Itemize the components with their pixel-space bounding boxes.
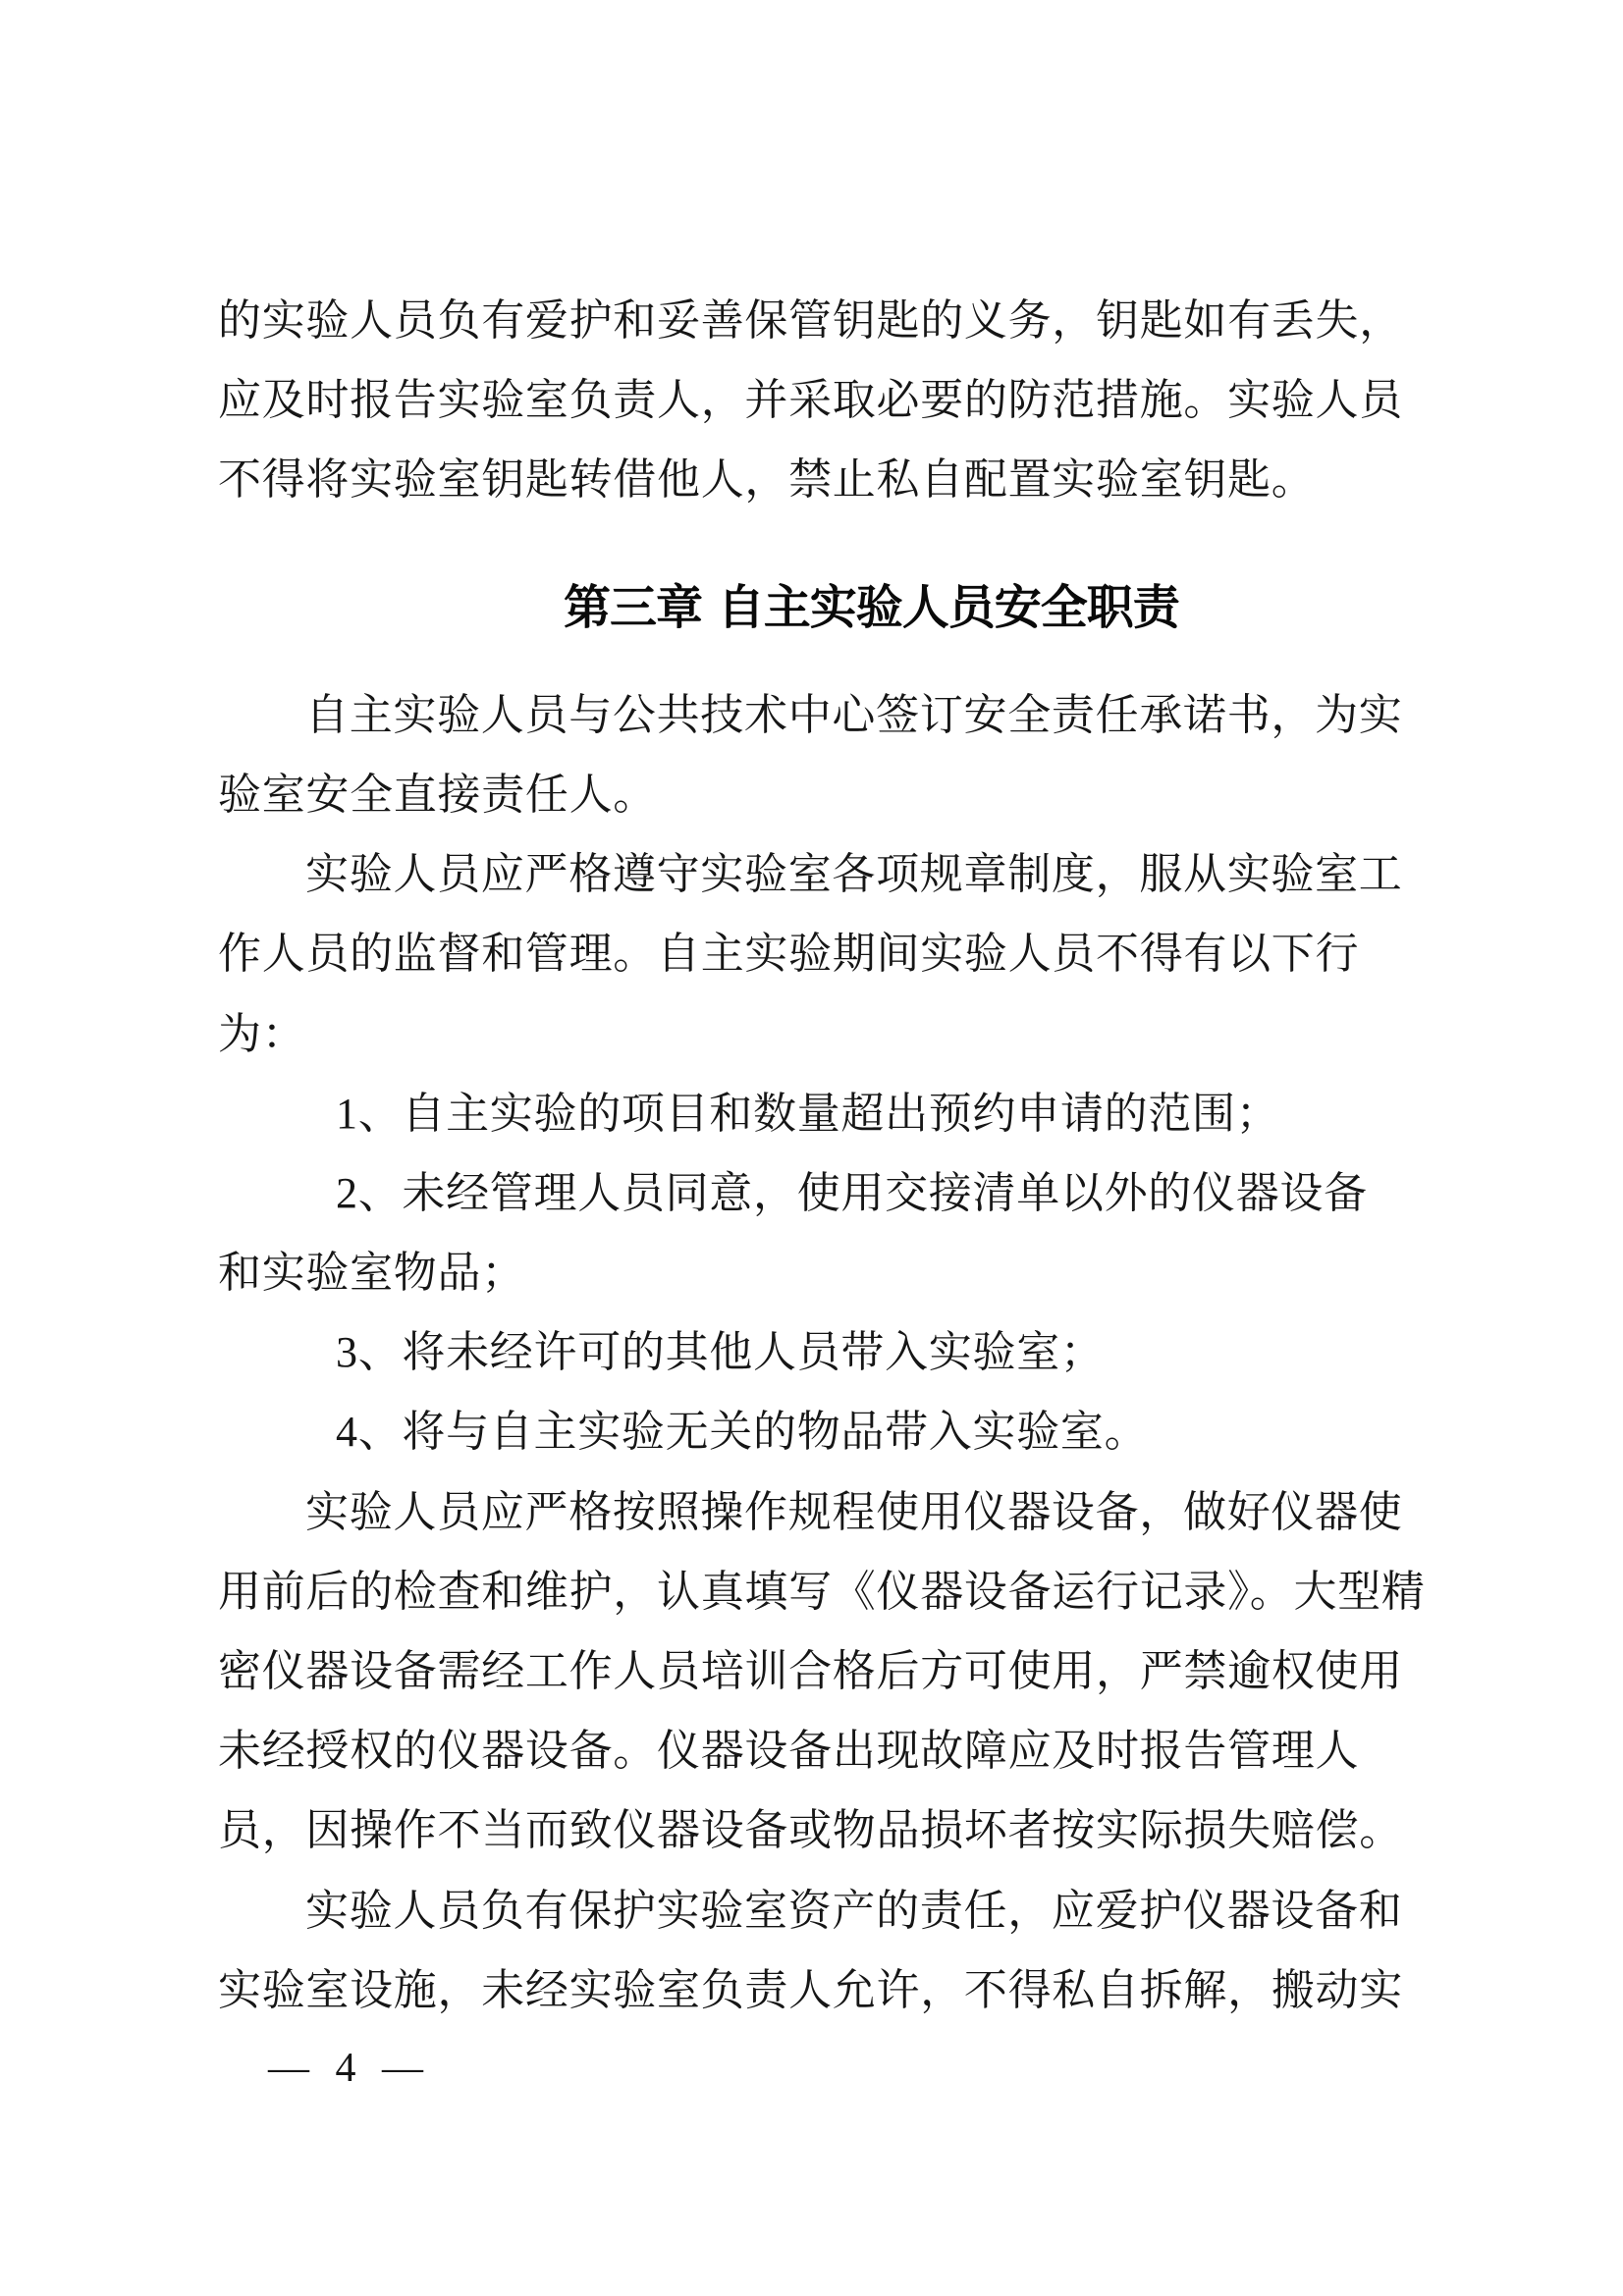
text-line: 和实验室物品； [218, 1249, 525, 1298]
text-line: 实验人员应严格遵守实验室各项规章制度，服从实验室工 [305, 850, 1403, 899]
text-line: 用前后的检查和维护，认真填写《仪器设备运行记录》。大型精 [218, 1567, 1426, 1616]
text-column [218, 0, 1426, 2030]
text-line: 应及时报告实验室负责人，并采取必要的防范措施。实验人员 [218, 376, 1403, 425]
text-line: 自主实验人员与公共技术中心签订安全责任承诺书，为实 [305, 690, 1403, 739]
chapter-heading: 第三章 自主实验人员安全职责 [564, 579, 1179, 635]
text-line: 实验室设施，未经实验室负责人允许，不得私自拆解，搬动实 [218, 1965, 1403, 2014]
text-line: 作人员的监督和管理。自主实验期间实验人员不得有以下行 [218, 930, 1360, 979]
text-line: 未经授权的仪器设备。仪器设备出现故障应及时报告管理人 [218, 1727, 1360, 1776]
text-line: 4、将与自主实验无关的物品带入实验室。 [336, 1408, 1149, 1457]
text-line: 2、未经管理人员同意，使用交接清单以外的仪器设备 [336, 1168, 1368, 1217]
text-line: 实验人员应严格按照操作规程使用仪器设备，做好仪器使 [305, 1487, 1403, 1536]
text-line: 验室安全直接责任人。 [218, 770, 657, 819]
text-line: 不得将实验室钥匙转借他人，禁止私自配置实验室钥匙。 [218, 455, 1316, 505]
text-line: 为： [218, 1009, 306, 1058]
page-number-footer: — 4 — [268, 2046, 431, 2091]
text-line: 1、自主实验的项目和数量超出预约申请的范围； [336, 1089, 1280, 1138]
text-line: 的实验人员负有爱护和妥善保管钥匙的义务，钥匙如有丢失， [218, 296, 1403, 345]
text-line: 3、将未经许可的其他人员带入实验室； [336, 1328, 1105, 1377]
text-line: 实验人员负有保护实验室资产的责任，应爱护仪器设备和 [305, 1886, 1403, 1935]
text-line: 密仪器设备需经工作人员培训合格后方可使用，严禁逾权使用 [218, 1647, 1403, 1695]
text-line: 员，因操作不当而致仪器设备或物品损坏者按实际损失赔偿。 [218, 1806, 1403, 1855]
